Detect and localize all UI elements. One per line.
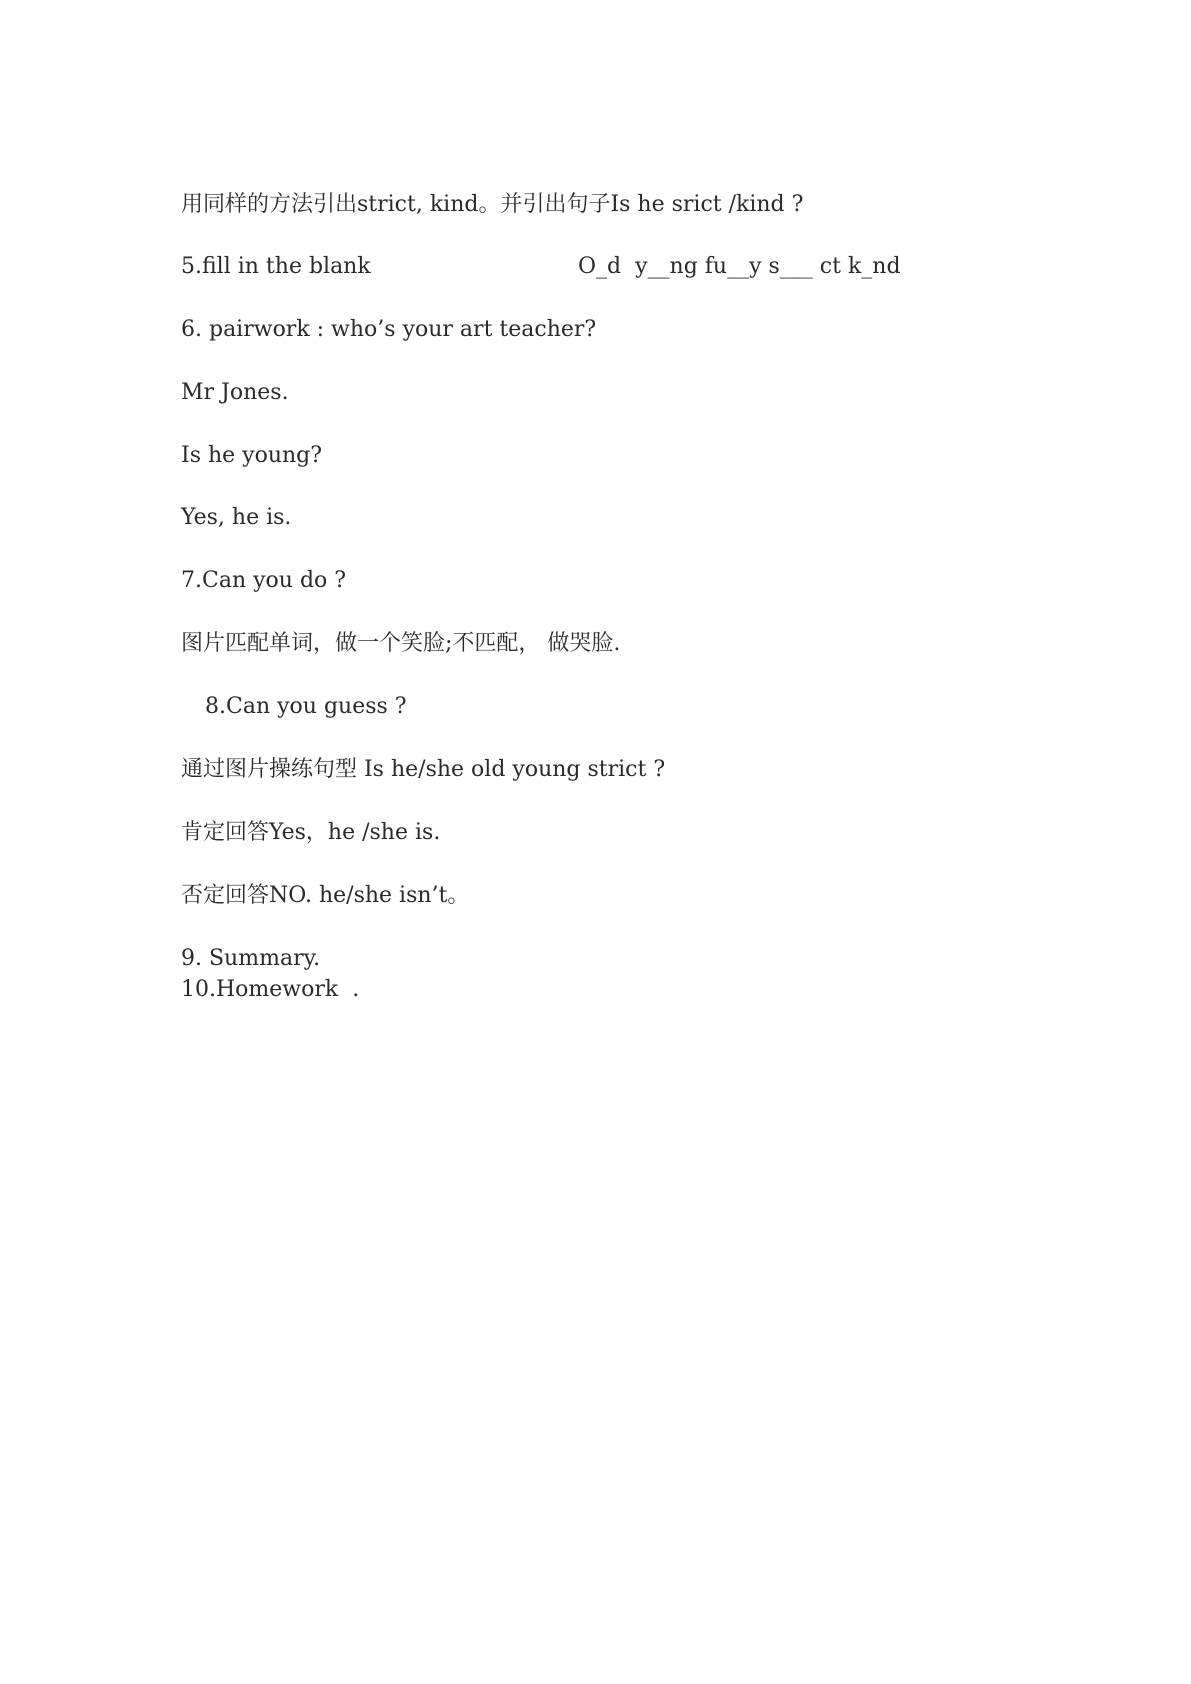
fill-in-blank-heading: 5.fill in the blank bbox=[181, 254, 371, 279]
pairwork-answer-yes: Yes, he is. bbox=[181, 505, 292, 530]
pairwork-question: 6. pairwork : who’s your art teacher? bbox=[181, 317, 597, 342]
fill-in-blank-words: O_d y__ng fu__y s___ ct k_nd bbox=[578, 254, 901, 279]
homework-item: 10.Homework . bbox=[181, 977, 360, 1002]
picture-match-instruction: 图片匹配单词，做一个笑脸;不匹配， 做哭脸. bbox=[181, 631, 621, 656]
sentence-drill-instruction: 通过图片操练句型 Is he/she old young strict ? bbox=[181, 757, 666, 782]
positive-answer-line: 肯定回答Yes，he /she is. bbox=[181, 820, 441, 845]
intro-strict-kind-line: 用同样的方法引出strict, kind。并引出句子Is he srict /kind ? bbox=[181, 192, 804, 217]
pairwork-answer-name: Mr Jones. bbox=[181, 380, 289, 405]
can-you-guess-heading: 8.Can you guess ? bbox=[205, 694, 407, 719]
can-you-do-heading: 7.Can you do ? bbox=[181, 568, 347, 593]
summary-item: 9. Summary. bbox=[181, 946, 321, 971]
negative-answer-line: 否定回答NO. he/she isn’t。 bbox=[181, 883, 470, 908]
pairwork-question-young: Is he young? bbox=[181, 443, 323, 468]
